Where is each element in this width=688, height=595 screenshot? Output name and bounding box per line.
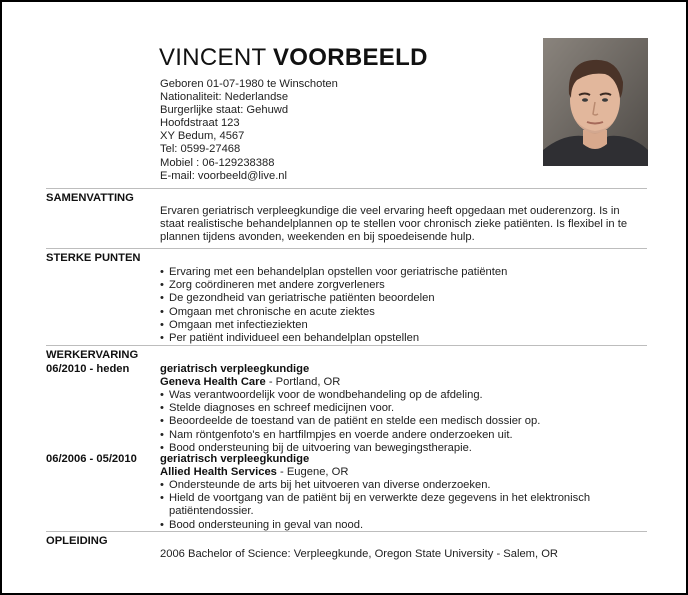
divider-summary xyxy=(46,188,647,189)
email: E-mail: voorbeeld@live.nl xyxy=(160,169,288,182)
summary-text: Ervaren geriatrisch verpleegkundige die veel ervaring heeft opgedaan met ouderenzorg. Is in staat realistische behandelplannen op te stellen voor chronisch zieke patiënten. Is flexibel in te plannen tijdens avonden, weekenden en bij spoedeisende hulp. xyxy=(160,205,628,244)
job-dates: 06/2010 - heden xyxy=(46,363,130,375)
contact-details xyxy=(160,78,338,183)
street-address: Hoofdstraat 123 xyxy=(160,117,240,130)
candidate-name xyxy=(159,44,428,72)
list-item: • Ervaring met een behandelplan opstellen voor geriatrische patiënten xyxy=(160,266,508,278)
job-employer: Geneva Health Care - Portland, OR xyxy=(160,376,341,388)
phone: Tel: 0599-27468 xyxy=(160,143,241,156)
birth-info: Geboren 01-07-1980 te Winschoten xyxy=(160,78,338,90)
divider-experience xyxy=(46,345,647,346)
first-name: VINCENT xyxy=(159,44,267,71)
job-duties-list xyxy=(160,389,645,455)
mobile: Mobiel : 06-129238388 xyxy=(160,156,275,169)
job-employer: Allied Health Services - Eugene, OR xyxy=(160,466,349,478)
list-item: • Stelde diagnoses en schreef medicijnen voor. xyxy=(160,402,395,415)
list-item: • Per patiënt individueel een behandelplan opstellen xyxy=(160,332,420,345)
list-item: • Omgaan met infectieziekten xyxy=(160,318,308,331)
education-text: 2006 Bachelor of Science: Verpleegkunde, Oregon State University - Salem, OR xyxy=(160,548,558,560)
divider-education xyxy=(46,531,647,532)
job-title: geriatrisch verpleegkundige xyxy=(160,363,310,375)
section-label-experience: WERKERVARING xyxy=(46,349,139,361)
job-duties-list xyxy=(160,479,645,532)
profile-photo xyxy=(543,38,648,166)
job-dates: 06/2006 - 05/2010 xyxy=(46,453,137,465)
list-item: • Zorg coördineren met andere zorgverleners xyxy=(160,279,385,292)
list-item: • Ondersteunde de arts bij het uitvoeren van diverse onderzoeken. xyxy=(160,479,491,491)
divider-strengths xyxy=(46,248,647,249)
strengths-list xyxy=(160,266,645,345)
marital-status: Burgerlijke staat: Gehuwd xyxy=(160,104,289,117)
job-title: geriatrisch verpleegkundige xyxy=(160,453,310,465)
list-item: • Hield de voortgang van de patiënt bij en verwerkte deze gegevens in het elektronisch patiëntendossier. xyxy=(160,492,591,518)
list-item: • Bood ondersteuning in geval van nood. xyxy=(160,518,364,531)
list-item: • De gezondheid van geriatrische patiënten beoordelen xyxy=(160,292,435,305)
portrait-illustration xyxy=(543,38,648,166)
list-item: • Nam röntgenfoto's en hartfilmpjes en voerde andere onderzoeken uit. xyxy=(160,428,513,441)
list-item: • Beoordeelde de toestand van de patiënt en stelde een medisch dossier op. xyxy=(160,415,541,428)
section-label-education: OPLEIDING xyxy=(46,535,108,547)
list-item: • Bood ondersteuning bij de uitvoering van bewegingstherapie. xyxy=(160,441,472,454)
list-item: • Omgaan met chronische en acute ziektes xyxy=(160,305,375,318)
list-item: • Was verantwoordelijk voor de wondbehandeling op de afdeling. xyxy=(160,389,483,401)
postal-city: XY Bedum, 4567 xyxy=(160,130,245,143)
section-label-strengths: STERKE PUNTEN xyxy=(46,252,141,264)
nationality: Nationaliteit: Nederlandse xyxy=(160,91,289,104)
section-label-summary: SAMENVATTING xyxy=(46,192,134,204)
last-name: VOORBEELD xyxy=(272,44,428,71)
